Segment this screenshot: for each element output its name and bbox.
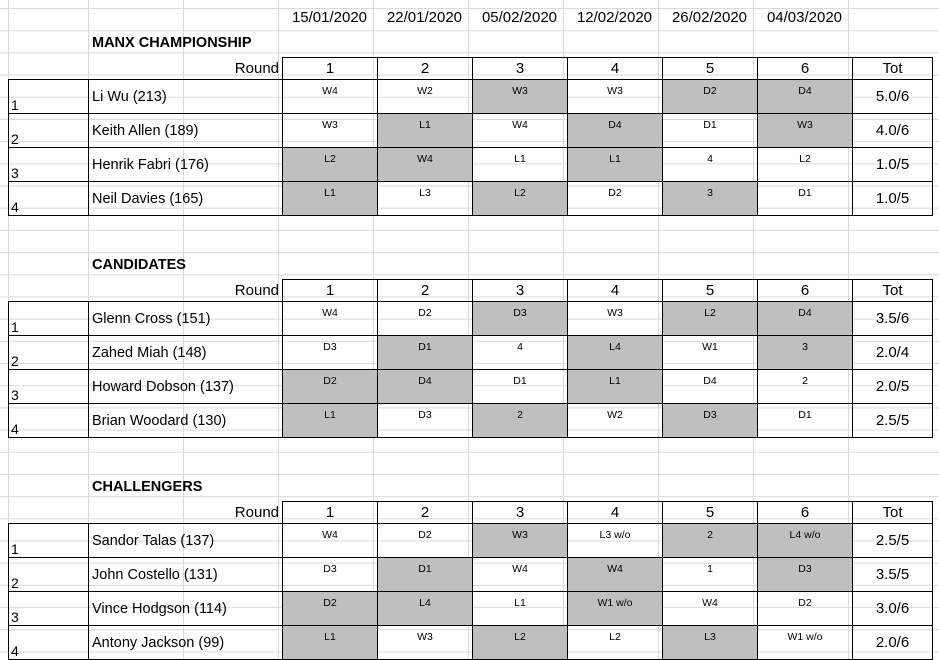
position-cell[interactable]: 1 (9, 524, 89, 558)
result-cell[interactable]: D1 (663, 114, 758, 148)
player-name-cell[interactable]: Brian Woodard (130) (89, 404, 283, 438)
player-row (9, 148, 933, 182)
date-cell[interactable]: 26/02/2020 (671, 9, 748, 26)
result-cell[interactable]: D2 (283, 592, 378, 626)
blank-cell (9, 280, 89, 302)
position-cell[interactable]: 1 (9, 302, 89, 336)
result-cell[interactable]: W4 (663, 592, 758, 626)
round-number-cell[interactable]: 5 (663, 280, 758, 302)
player-name-cell[interactable]: Antony Jackson (99) (89, 626, 283, 660)
result-cell[interactable]: D4 (663, 370, 758, 404)
result-cell[interactable]: L1 (473, 592, 568, 626)
total-cell[interactable]: 1.0/5 (853, 148, 933, 182)
total-cell[interactable]: 2.0/5 (853, 370, 933, 404)
result-cell[interactable]: L2 (758, 148, 853, 182)
round-number-cell[interactable]: 1 (283, 280, 378, 302)
result-cell[interactable]: D3 (663, 404, 758, 438)
section-title[interactable]: CANDIDATES (92, 257, 186, 273)
result-cell[interactable]: W1 (663, 336, 758, 370)
blank-cell (9, 502, 89, 524)
position-cell[interactable]: 2 (9, 558, 89, 592)
result-cell[interactable]: D1 (758, 404, 853, 438)
player-name-cell[interactable]: Vince Hodgson (114) (89, 592, 283, 626)
total-header-cell[interactable]: Tot (853, 502, 933, 524)
position-cell[interactable]: 3 (9, 370, 89, 404)
result-cell[interactable]: W4 (473, 114, 568, 148)
total-cell[interactable]: 2.5/5 (853, 524, 933, 558)
player-name-cell[interactable]: John Costello (131) (89, 558, 283, 592)
date-cell[interactable]: 04/03/2020 (766, 9, 843, 26)
result-cell[interactable]: L2 (473, 182, 568, 216)
result-cell[interactable]: W4 (283, 524, 378, 558)
date-cell[interactable]: 15/01/2020 (291, 9, 368, 26)
round-label[interactable]: Round (89, 280, 283, 302)
round-number-cell[interactable]: 2 (378, 58, 473, 80)
date-cell[interactable]: 05/02/2020 (481, 9, 558, 26)
result-cell[interactable]: W3 (568, 80, 663, 114)
section-title[interactable]: CHALLENGERS (92, 479, 203, 495)
result-cell[interactable]: 4 (473, 336, 568, 370)
result-cell[interactable]: D4 (758, 302, 853, 336)
result-cell[interactable]: W3 (283, 114, 378, 148)
date-header-row (282, 9, 852, 26)
position-cell[interactable]: 2 (9, 114, 89, 148)
round-number-cell[interactable]: 4 (568, 280, 663, 302)
result-cell[interactable]: L1 (568, 370, 663, 404)
result-cell[interactable]: L2 (283, 148, 378, 182)
position-cell[interactable]: 1 (9, 80, 89, 114)
round-number-cell[interactable]: 2 (378, 280, 473, 302)
result-cell[interactable]: L2 (663, 302, 758, 336)
result-cell[interactable]: D2 (568, 182, 663, 216)
player-name-cell[interactable]: Keith Allen (189) (89, 114, 283, 148)
result-cell[interactable]: W3 (758, 114, 853, 148)
result-cell[interactable]: D1 (473, 370, 568, 404)
result-cell[interactable]: W1 w/o (758, 626, 853, 660)
player-row (9, 370, 933, 404)
total-cell[interactable]: 3.5/6 (853, 302, 933, 336)
player-name-cell[interactable]: Henrik Fabri (176) (89, 148, 283, 182)
section-title[interactable]: MANX CHAMPIONSHIP (92, 35, 252, 51)
result-cell[interactable]: D2 (663, 80, 758, 114)
total-cell[interactable]: 2.5/5 (853, 404, 933, 438)
result-cell[interactable]: W4 (283, 80, 378, 114)
result-cell[interactable]: L1 (283, 626, 378, 660)
result-cell[interactable]: D2 (378, 524, 473, 558)
round-number-cell[interactable]: 3 (473, 280, 568, 302)
result-cell[interactable]: D2 (378, 302, 473, 336)
result-cell[interactable]: W4 (473, 558, 568, 592)
result-cell[interactable]: 3 (663, 182, 758, 216)
round-number-cell[interactable]: 3 (473, 58, 568, 80)
position-cell[interactable]: 2 (9, 336, 89, 370)
round-number-cell[interactable]: 5 (663, 502, 758, 524)
result-cell[interactable]: W1 w/o (568, 592, 663, 626)
round-label[interactable]: Round (89, 502, 283, 524)
result-cell[interactable]: W3 (473, 80, 568, 114)
result-cell[interactable]: L3 (663, 626, 758, 660)
result-cell[interactable]: L3 w/o (568, 524, 663, 558)
result-cell[interactable]: L4 w/o (758, 524, 853, 558)
player-name-cell[interactable]: Li Wu (213) (89, 80, 283, 114)
result-cell[interactable]: L4 (378, 592, 473, 626)
result-cell[interactable]: 2 (473, 404, 568, 438)
player-row (9, 182, 933, 216)
result-cell[interactable]: D1 (378, 336, 473, 370)
player-name-cell[interactable]: Neil Davies (165) (89, 182, 283, 216)
result-cell[interactable]: W4 (283, 302, 378, 336)
crosstable (8, 279, 933, 438)
player-row (9, 524, 933, 558)
result-cell[interactable]: W3 (473, 524, 568, 558)
result-cell[interactable]: W2 (378, 80, 473, 114)
player-row (9, 404, 933, 438)
round-number-cell[interactable]: 6 (758, 502, 853, 524)
total-cell[interactable]: 4.0/6 (853, 114, 933, 148)
date-cell[interactable]: 12/02/2020 (576, 9, 653, 26)
position-cell[interactable]: 4 (9, 182, 89, 216)
result-cell[interactable]: D3 (758, 558, 853, 592)
result-cell[interactable]: D3 (473, 302, 568, 336)
player-row (9, 336, 933, 370)
date-cell[interactable]: 22/01/2020 (386, 9, 463, 26)
result-cell[interactable]: 4 (663, 148, 758, 182)
result-cell[interactable]: D1 (378, 558, 473, 592)
result-cell[interactable]: L1 (283, 404, 378, 438)
round-number-cell[interactable]: 5 (663, 58, 758, 80)
result-cell[interactable]: L1 (378, 114, 473, 148)
result-cell[interactable]: 2 (663, 524, 758, 558)
round-number-cell[interactable]: 1 (283, 58, 378, 80)
player-row (9, 80, 933, 114)
player-row (9, 302, 933, 336)
result-cell[interactable]: W3 (568, 302, 663, 336)
player-row (9, 114, 933, 148)
result-cell[interactable]: W4 (568, 558, 663, 592)
round-number-cell[interactable]: 6 (758, 58, 853, 80)
total-cell[interactable]: 1.0/5 (853, 182, 933, 216)
player-row (9, 592, 933, 626)
round-number-cell[interactable]: 4 (568, 502, 663, 524)
player-name-cell[interactable]: Zahed Miah (148) (89, 336, 283, 370)
round-number-cell[interactable]: 2 (378, 502, 473, 524)
result-cell[interactable]: D2 (283, 370, 378, 404)
round-number-cell[interactable]: 4 (568, 58, 663, 80)
result-cell[interactable]: 1 (663, 558, 758, 592)
player-row (9, 626, 933, 660)
result-cell[interactable]: L1 (283, 182, 378, 216)
crosstable (8, 501, 933, 660)
result-cell[interactable]: L1 (473, 148, 568, 182)
result-cell[interactable]: 3 (758, 336, 853, 370)
result-cell[interactable]: D3 (283, 336, 378, 370)
position-cell[interactable]: 3 (9, 592, 89, 626)
round-number-cell[interactable]: 1 (283, 502, 378, 524)
position-cell[interactable]: 4 (9, 404, 89, 438)
result-cell[interactable]: 2 (758, 370, 853, 404)
result-cell[interactable]: L4 (568, 336, 663, 370)
position-cell[interactable]: 4 (9, 626, 89, 660)
result-cell[interactable]: W3 (378, 626, 473, 660)
blank-cell (9, 58, 89, 80)
result-cell[interactable]: D3 (378, 404, 473, 438)
result-cell[interactable]: L2 (568, 626, 663, 660)
result-cell[interactable]: D4 (378, 370, 473, 404)
round-number-cell[interactable]: 3 (473, 502, 568, 524)
total-header-cell[interactable]: Tot (853, 58, 933, 80)
player-name-cell[interactable]: Sandor Talas (137) (89, 524, 283, 558)
result-cell[interactable]: D4 (758, 80, 853, 114)
result-cell[interactable]: L1 (568, 148, 663, 182)
result-cell[interactable]: D2 (758, 592, 853, 626)
player-name-cell[interactable]: Glenn Cross (151) (89, 302, 283, 336)
round-number-cell[interactable]: 6 (758, 280, 853, 302)
player-row (9, 558, 933, 592)
result-cell[interactable]: W4 (378, 148, 473, 182)
result-cell[interactable]: L2 (473, 626, 568, 660)
crosstable (8, 57, 933, 216)
result-cell[interactable]: W2 (568, 404, 663, 438)
position-cell[interactable]: 3 (9, 148, 89, 182)
result-cell[interactable]: D1 (758, 182, 853, 216)
total-header-cell[interactable]: Tot (853, 280, 933, 302)
total-cell[interactable]: 3.5/5 (853, 558, 933, 592)
player-name-cell[interactable]: Howard Dobson (137) (89, 370, 283, 404)
result-cell[interactable]: L3 (378, 182, 473, 216)
result-cell[interactable]: D4 (568, 114, 663, 148)
total-cell[interactable]: 3.0/6 (853, 592, 933, 626)
total-cell[interactable]: 5.0/6 (853, 80, 933, 114)
total-cell[interactable]: 2.0/6 (853, 626, 933, 660)
total-cell[interactable]: 2.0/4 (853, 336, 933, 370)
round-label[interactable]: Round (89, 58, 283, 80)
result-cell[interactable]: D3 (283, 558, 378, 592)
